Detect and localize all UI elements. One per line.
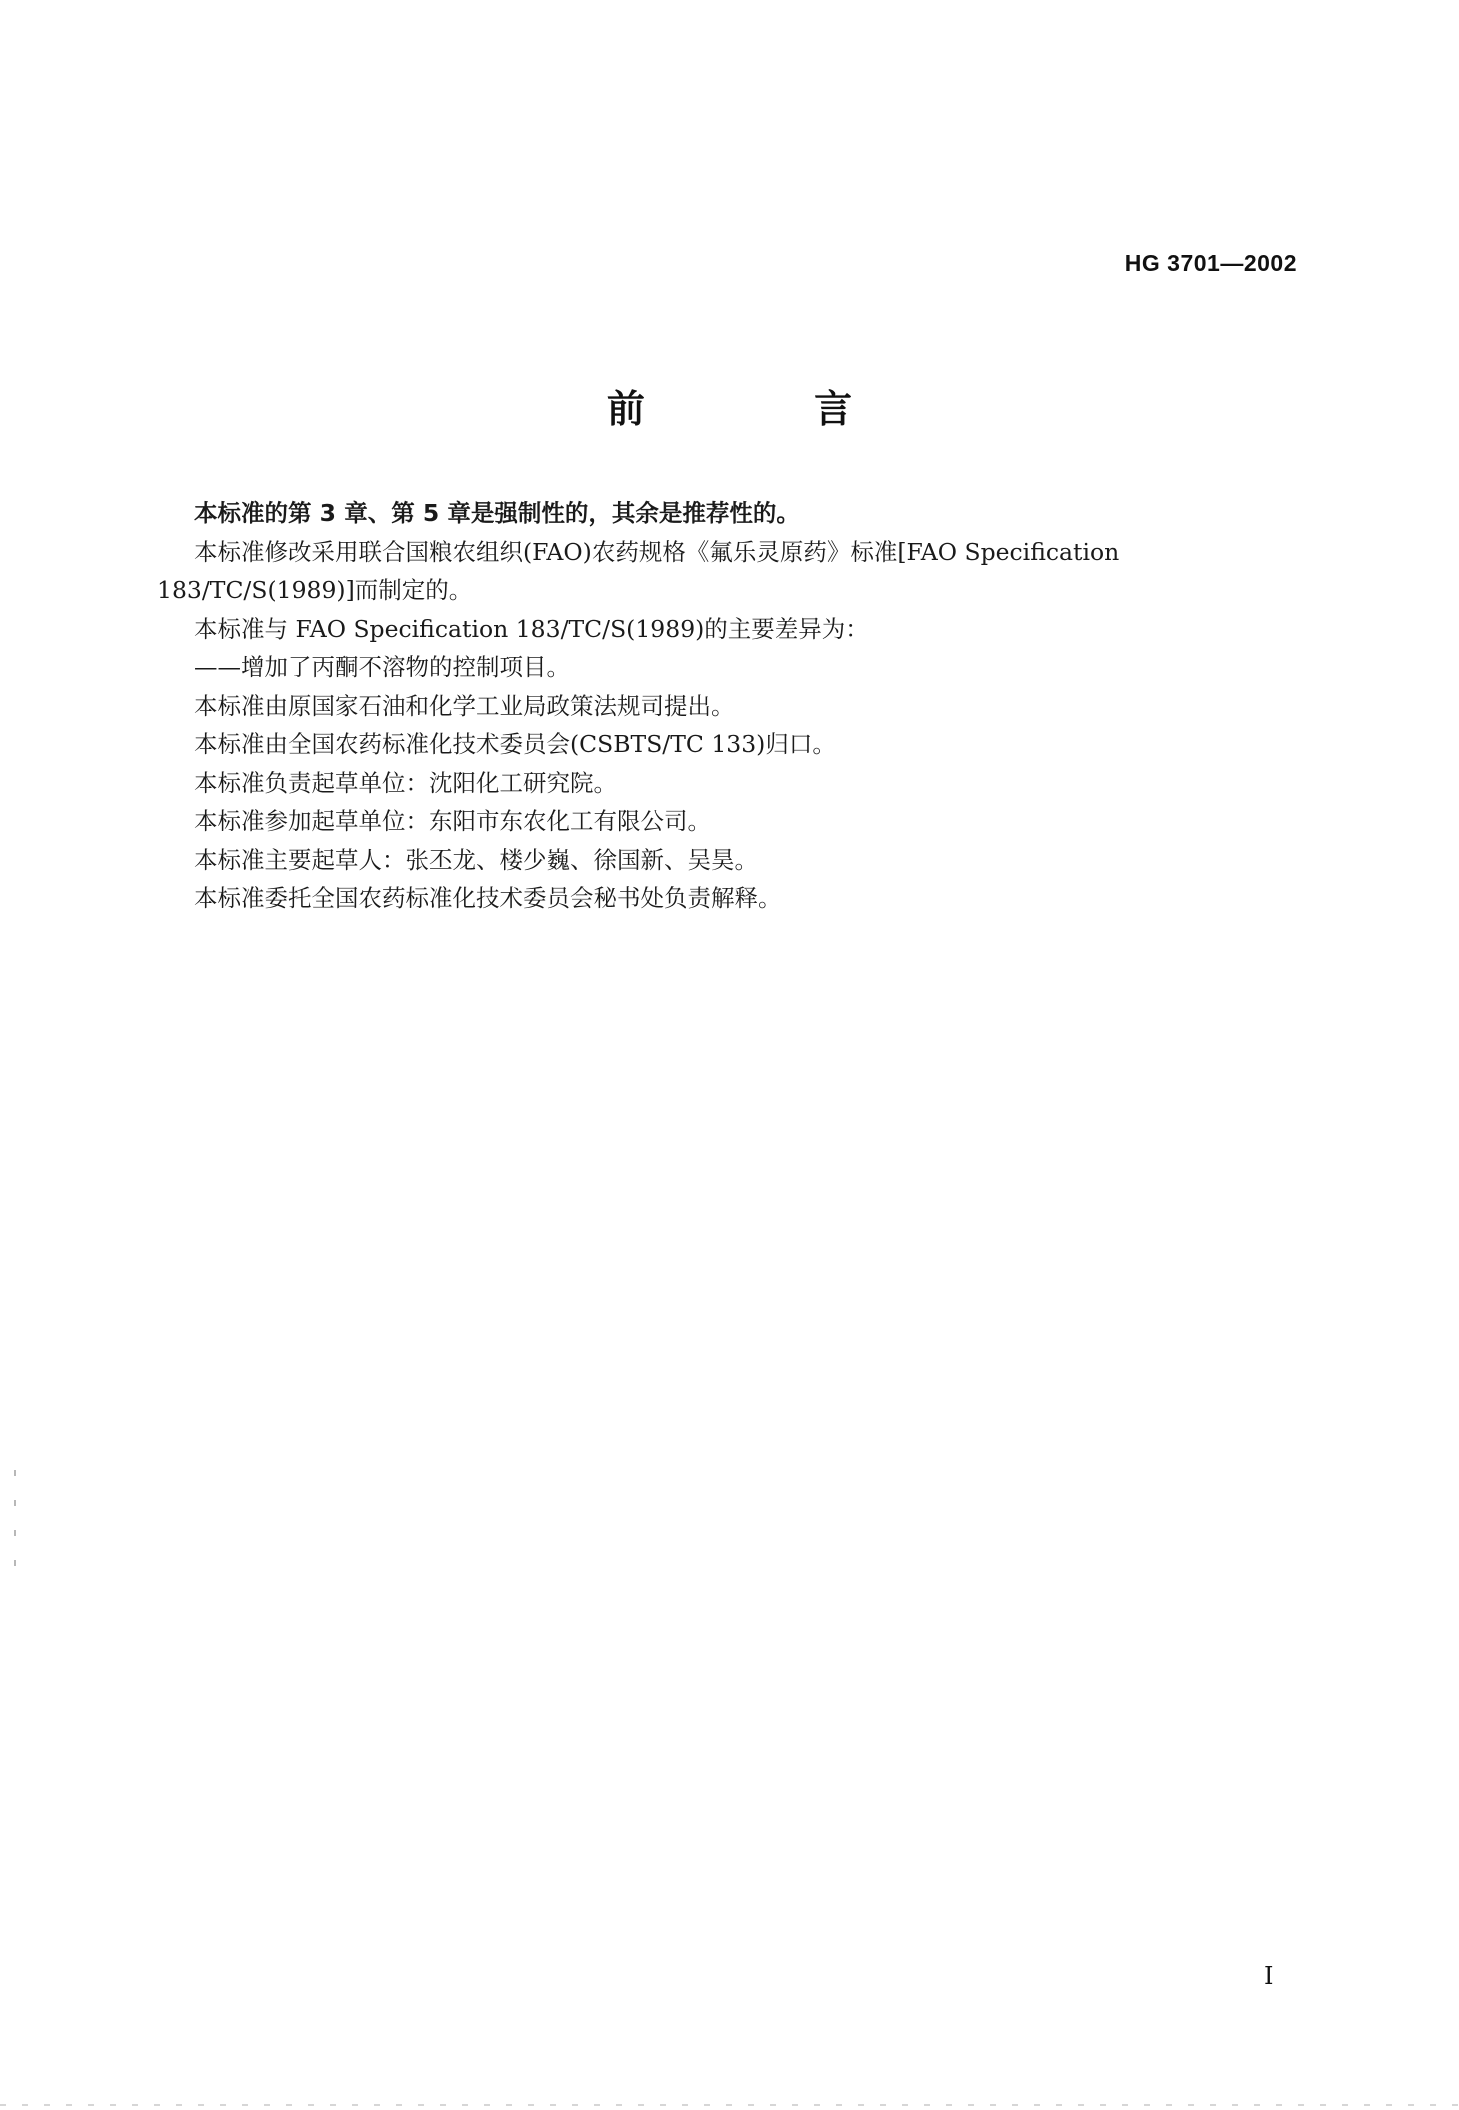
paragraph-proposer: 本标准由原国家石油和化学工业局政策法规司提出。 (194, 691, 735, 720)
paragraph-participating-unit: 本标准参加起草单位：东阳市东农化工有限公司。 (194, 807, 711, 835)
paragraph-differences: 本标准与 FAO Specification 183/TC/S(1989)的主要差异为： (194, 614, 869, 643)
scan-margin-marks (14, 1470, 16, 1580)
scan-edge-dots (0, 2104, 1459, 2106)
paragraph-drafters: 本标准主要起草人：张丕龙、楼少巍、徐国新、吴昊。 (194, 845, 758, 874)
page-title: 前 言 (606, 387, 931, 431)
paragraph-adoption: 本标准修改采用联合国粮农组织(FAO)农药规格《氟乐灵原药》标准[FAO Specification 183/TC/S(1989)]而制定的。 (157, 537, 1120, 604)
page-number: I (1264, 1962, 1274, 1990)
document-code: HG 3701—2002 (1124, 250, 1297, 276)
foreword-body (157, 494, 1297, 918)
paragraph-interpretation: 本标准委托全国农药标准化技术委员会秘书处负责解释。 (194, 884, 782, 912)
paragraph-drafting-unit: 本标准负责起草单位：沈阳化工研究院。 (194, 768, 617, 797)
paragraph-difference-item: ——增加了丙酮不溶物的控制项目。 (194, 653, 570, 681)
paragraph-administrator: 本标准由全国农药标准化技术委员会(CSBTS/TC 133)归口。 (194, 730, 836, 758)
paragraph-mandatory-clauses: 本标准的第 3 章、第 5 章是强制性的，其余是推荐性的。 (194, 499, 800, 527)
